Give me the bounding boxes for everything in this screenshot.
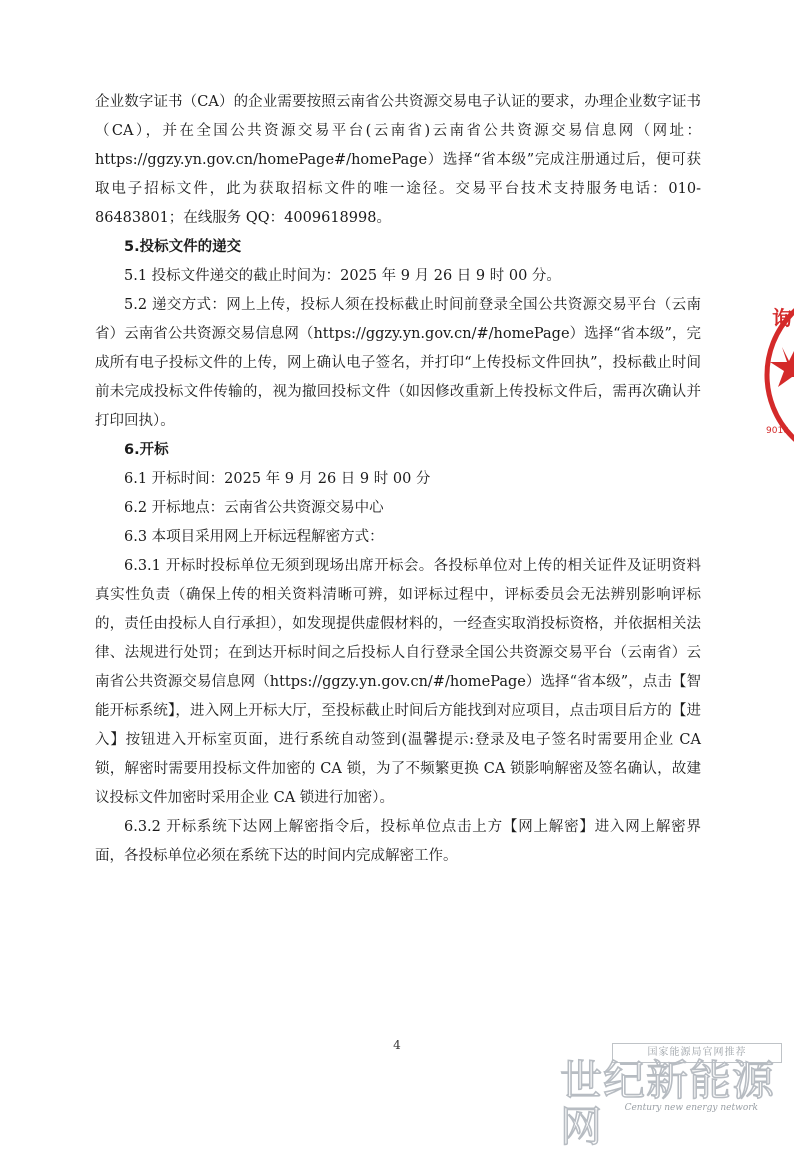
seal-bottom-text: 9010 (766, 426, 789, 436)
paragraph-6-1: 6.1 开标时间：2025 年 9 月 26 日 9 时 00 分 (124, 471, 431, 487)
watermark-logo-text: 世纪新能源网 (560, 1056, 776, 1151)
paragraph-6-3-1: 6.3.1 开标时投标单位无须到现场出席开标会。各投标单位对上传的相关证件及证明资料真实性负责（确保上传的相关资料清晰可辨，如评标过程中，评标委员会无法辨别影响评标的，责任由投标人自行承担），如发现提供虚假材料的，一经查实取消投标资格，并依据相关法律、法规进行处罚；在到达开标时间之后投标人自行登录全国公共资源交易平台（云南省）云南省公共资源交易信息网（https://ggzy.yn.gov.cn/#/homePage）选择“省本级”，点击【智能开标系统】，进入网上开标大厅，至投标截止时间后方能找到对应项目，点击项目后方的【进入】按钮进入开标室页面，进行系统自动签到(温馨提示:登录及电子签名时需要用企业 CA 锁，解密时需要用投标文件加密的 CA 锁，为了不频繁更换 CA 锁影响解密及签名确认，故建议投标文件加密时采用企业 CA 锁进行加密）。 (95, 558, 701, 806)
watermark-subtitle: Century new energy network (624, 1103, 758, 1113)
paragraph-5-1: 5.1 投标文件递交的截止时间为：2025 年 9 月 26 日 9 时 00 分。 (124, 268, 561, 284)
paragraph-5-2: 5.2 递交方式：网上上传，投标人须在投标截止时间前登录全国公共资源交易平台（云南省）云南省公共资源交易信息网（https://ggzy.yn.gov.cn/#/homePage）选择“省本级”，完成所有电子投标文件的上传，网上确认电子签名，并打印“上传投标文件回执”，投标截止时间前未完成投标文件传输的，视为撤回投标文件（如因修改重新上传投标文件后，需再次确认并打印回执）。 (95, 297, 701, 429)
document-body (95, 88, 701, 871)
red-seal-stamp (760, 285, 794, 465)
page-number: 4 (393, 1038, 401, 1052)
section-heading-6: 6.开标 (124, 442, 169, 458)
paragraph-ca-registration: 企业数字证书（CA）的企业需要按照云南省公共资源交易电子认证的要求，办理企业数字证书（CA），并在全国公共资源交易平台(云南省)云南省公共资源交易信息网（网址：https://ggzy.yn.gov.cn/homePage#/homePage）选择“省本级”完成注册通过后，便可获取电子招标文件，此为获取招标文件的唯一途径。交易平台技术支持服务电话：010-86483801；在线服务 QQ：4009618998。 (95, 94, 701, 226)
paragraph-6-3: 6.3 本项目采用网上开标远程解密方式： (124, 529, 384, 545)
seal-top-text: 询 (772, 306, 792, 330)
section-heading-5: 5.投标文件的递交 (124, 239, 242, 255)
paragraph-6-2: 6.2 开标地点：云南省公共资源交易中心 (124, 500, 384, 516)
paragraph-6-3-2: 6.3.2 开标系统下达网上解密指令后，投标单位点击上方【网上解密】进入网上解密界面，各投标单位必须在系统下达的时间内完成解密工作。 (95, 819, 701, 864)
seal-graphic-icon (760, 285, 794, 465)
watermark-badge: 国家能源局官网推荐 (612, 1043, 782, 1063)
